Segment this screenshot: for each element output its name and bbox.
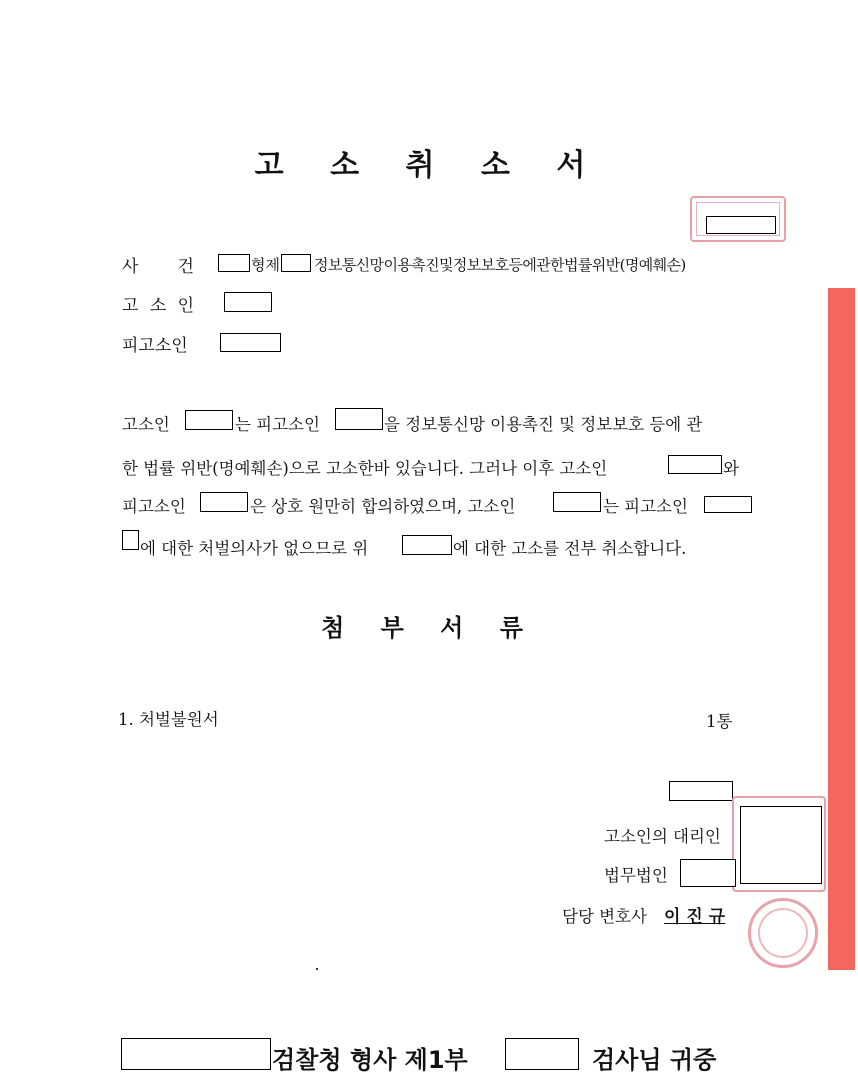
body-text: 는 피고소인: [235, 415, 320, 434]
side-margin-bar: [828, 288, 855, 970]
lawyer-label: 담당 변호사: [562, 907, 647, 926]
redacted-complainant-name: [224, 292, 272, 312]
body-line-1: [122, 411, 170, 435]
complainant-label: 고 소 인: [122, 296, 198, 316]
redacted-name: [335, 408, 383, 430]
redacted-firm-name: [680, 859, 736, 887]
body-text: 에 대한 고소를 전부 취소합니다.: [453, 539, 687, 558]
body-text: 피고소인: [122, 497, 186, 516]
redacted-accused-name: [220, 333, 281, 352]
accused-label: 피고소인: [122, 336, 188, 356]
lawyer-seal: [748, 898, 818, 968]
body-text: 고소인: [122, 415, 170, 434]
redacted-seal: [740, 806, 822, 884]
body-text: 은 상호 원만히 합의하였으며, 고소인: [250, 497, 516, 516]
body-line-3: [122, 493, 186, 517]
attachments-title: 첨 부 서 류: [321, 613, 537, 642]
redacted-office: [121, 1038, 271, 1070]
case-label: 사 건: [122, 257, 196, 277]
body-line-2: [122, 455, 607, 479]
redacted-name: [553, 492, 601, 512]
case-charge: 정보통신망이용촉진및정보보호등에관한법률위반(명예훼손): [314, 256, 686, 274]
redacted-name: [668, 455, 722, 474]
document-title: 고 소 취 소 서: [254, 148, 604, 183]
redacted-name: [185, 410, 233, 430]
footer-office: 검찰청 형사 제1부: [272, 1046, 468, 1074]
redacted-name: [122, 530, 139, 550]
redacted-date: [669, 781, 733, 801]
redacted-case-number: [281, 254, 311, 272]
redacted-case-year: [218, 254, 250, 272]
body-text: 에 대한 처벌의사가 없으므로 위: [140, 539, 369, 558]
redacted-name: [704, 496, 752, 513]
firm-label: 법무법인: [604, 866, 668, 885]
body-text: 을 정보통신망 이용촉진 및 정보보호 등에 관: [384, 415, 703, 434]
attachment-count: 1통: [706, 712, 733, 731]
redacted-name: [402, 535, 452, 555]
lawyer-name: 이 진 규: [664, 907, 726, 927]
case-type: 형제: [251, 256, 280, 274]
body-text: 와: [723, 459, 739, 478]
redacted-stamp-number: [706, 216, 776, 234]
redacted-prosecutor: [505, 1038, 579, 1070]
attachment-item: 1. 처벌불원서: [118, 710, 219, 729]
agent-label: 고소인의 대리인: [604, 827, 721, 846]
body-text: 한 법률 위반(명예훼손)으로 고소한바 있습니다. 그러나 이후 고소인: [122, 459, 608, 478]
dot-mark: [316, 968, 318, 970]
redacted-name: [200, 492, 248, 512]
body-text: 는 피고소인: [603, 497, 688, 516]
footer-addressee: 검사님 귀중: [592, 1046, 717, 1074]
